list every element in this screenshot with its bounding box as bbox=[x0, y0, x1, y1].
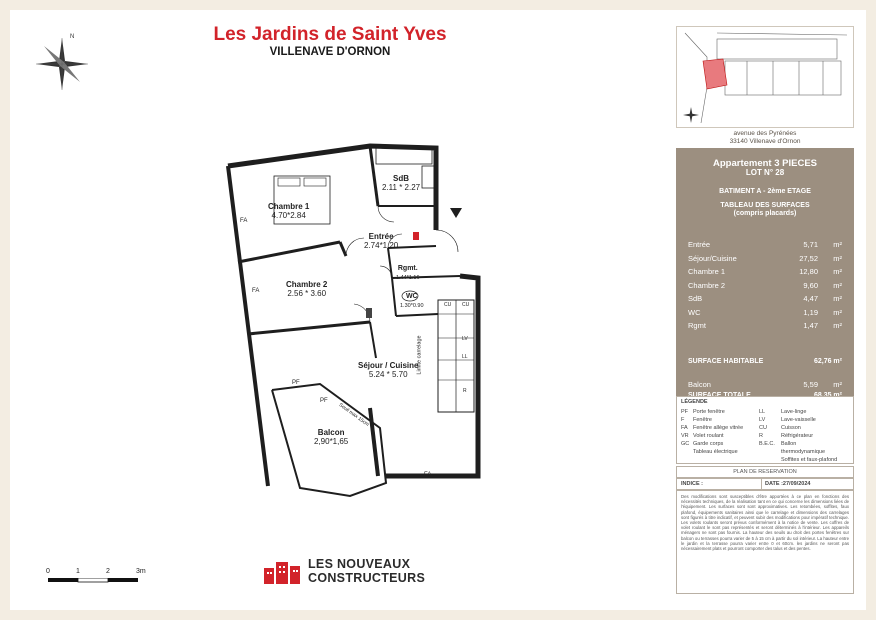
disclaimer-text: Des modifications sont susceptibles d'être apportées à ce plan en fonctions des nécessités techniques, de la réalisation tant en ce qui concerne les dimensions liées de l'équipement. Les surfaces sont sont approximatives. Les retombées, soffites, faux plafond, équipements sanitaires ainsi que le carrelage et dimensions des carrelages sont figurés à titre indicatif, et peuvent subir des modifications pour impératif technique. Les volets roulants seront prévus conformément à la notice de vente. Les coffres de volet roulant le sont pas représentés et seront déterminés à l'intérieur. Les appareils ménagers ne sont pas fournis. La hauteur des seuils au droit des portes fenêtres sur balcon ou terrasses pourra varier de 5 à 15 cm à partir du sol intérieur. La hauteur entre le jardin et la terrasse pourra varier entre 0 et 60cm. les jardins ne seront pas nécessairement plats et pourront comporter des talus et des pentes. bbox=[676, 490, 854, 594]
surface-habitable-row: SURFACE HABITABLE 62,76 m² bbox=[688, 358, 842, 365]
label-ll: LL bbox=[462, 354, 468, 360]
table-title: TABLEAU DES SURFACES (compris placards) bbox=[720, 202, 810, 217]
surface-value: 12,80 bbox=[799, 267, 818, 276]
surface-name: Entrée bbox=[688, 240, 711, 249]
room-entree: Entrée 2.74*1.20 bbox=[364, 232, 399, 250]
surface-balcon-row: Balcon 5,59 m² bbox=[688, 380, 842, 389]
label-r: R bbox=[463, 388, 467, 394]
logo-line-2: CONSTRUCTEURS bbox=[308, 571, 426, 585]
room-chambre-1: Chambre 1 4.70*2.84 bbox=[268, 202, 310, 220]
info-panel bbox=[676, 26, 854, 608]
project-city: VILLENAVE D'ORNON bbox=[269, 46, 391, 58]
logo-line-1: LES NOUVEAUX bbox=[308, 557, 411, 571]
indice-row bbox=[676, 478, 854, 490]
room-wc: WC 1.30*0.90 bbox=[400, 293, 424, 309]
surface-value: 9,60 bbox=[803, 280, 818, 290]
room-sdb: SdB 2.11 * 2.27 bbox=[382, 174, 421, 192]
legend-item: FA Fenêtre allège vitrée bbox=[681, 425, 744, 431]
address-line-1: avenue des Pyrénées bbox=[733, 130, 797, 137]
address-block bbox=[676, 130, 854, 146]
apartment-building: BATIMENT A - 2ème ETAGE bbox=[719, 188, 811, 195]
reservation-title: PLAN DE RESERVATION bbox=[676, 466, 854, 478]
legend-item: Soffites et faux-plafond bbox=[781, 457, 838, 463]
project-title: Les Jardins de Saint Yves bbox=[213, 24, 447, 45]
room-sejour-cuisine: Séjour / Cuisine 5.24 * 5.70 bbox=[358, 361, 419, 379]
legend-title: LÉGENDE bbox=[681, 399, 708, 405]
surface-row bbox=[688, 308, 844, 318]
label-seuil: Seuil max 15cm bbox=[337, 402, 370, 428]
surface-name: Chambre 2 bbox=[688, 280, 726, 290]
scale-mark-0: 0 bbox=[46, 568, 50, 575]
label-pf-1: PF bbox=[292, 380, 300, 386]
lot-highlight bbox=[703, 59, 727, 89]
legend-box bbox=[676, 396, 854, 464]
surface-row bbox=[688, 294, 844, 304]
apartment-type: Appartement 3 PIECES bbox=[713, 158, 817, 169]
legend-item: LV Lave-vaisselle bbox=[759, 417, 816, 423]
north-label: N bbox=[70, 34, 75, 40]
apartment-lot: LOT N° 28 bbox=[745, 168, 785, 177]
scale-mark-2: 2 bbox=[106, 568, 110, 575]
surface-row bbox=[688, 321, 844, 331]
surface-unit: m² bbox=[833, 267, 842, 276]
legend-item: VR Volet roulant bbox=[681, 433, 724, 439]
surface-unit: m² bbox=[833, 294, 842, 303]
legend-item: GC Garde corps bbox=[681, 441, 724, 447]
surface-name: Séjour/Cuisine bbox=[688, 253, 737, 263]
electric-panel-icon bbox=[366, 308, 372, 318]
surface-table bbox=[676, 148, 854, 418]
legend-item: B.E.C. Ballon bbox=[759, 441, 797, 447]
surface-unit: m² bbox=[833, 280, 842, 290]
scale-mark-1: 1 bbox=[76, 568, 80, 575]
label-limite-carrelage: Limite carrelage bbox=[416, 335, 423, 375]
legend-item: F Fenêtre bbox=[681, 417, 712, 423]
mini-compass-icon bbox=[683, 107, 699, 123]
project-title-block bbox=[180, 25, 480, 58]
surface-unit: m² bbox=[833, 253, 842, 263]
label-cu: CU bbox=[462, 302, 470, 308]
floor-plan bbox=[210, 138, 500, 498]
label-cu-2: CU bbox=[444, 302, 452, 308]
surface-value: 27,52 bbox=[799, 253, 818, 263]
legend-item: CU Cuisson bbox=[759, 425, 801, 431]
surface-row bbox=[688, 267, 844, 277]
surface-value: 1,19 bbox=[803, 307, 818, 317]
surface-name: SdB bbox=[688, 294, 703, 303]
surface-name: WC bbox=[688, 307, 701, 317]
wall-west bbox=[228, 166, 268, 486]
compass-rose-icon bbox=[30, 30, 94, 94]
rgmt-marker-icon bbox=[413, 232, 419, 240]
indice-label: INDICE : bbox=[681, 481, 703, 487]
surface-row bbox=[688, 240, 844, 250]
room-balcon: Balcon 2,90*1,65 bbox=[314, 428, 349, 446]
label-pf-2: PF bbox=[320, 398, 328, 404]
surface-value: 4,47 bbox=[803, 294, 818, 303]
surface-name: Chambre 1 bbox=[688, 267, 726, 276]
company-logo bbox=[262, 556, 452, 588]
label-fa-2: FA bbox=[252, 288, 260, 294]
legend-item: Tableau électrique bbox=[693, 449, 738, 455]
legend-item: LL Lave-linge bbox=[759, 409, 807, 415]
location-mini-map bbox=[676, 26, 854, 128]
scale-bar bbox=[40, 568, 160, 588]
surface-unit: m² bbox=[833, 321, 842, 330]
surface-unit: m² bbox=[833, 307, 842, 317]
scale-mark-3: 3m bbox=[136, 568, 146, 575]
legend-item: R Réfrigérateur bbox=[759, 433, 814, 439]
date-label: DATE :27/09/2024 bbox=[765, 481, 811, 487]
label-fa-3: FA bbox=[424, 472, 432, 478]
legend-item: PF Porte fenêtre bbox=[681, 409, 725, 415]
room-rgmt: Rgmt. 1.44*1.16 bbox=[396, 265, 420, 281]
surface-unit: m² bbox=[833, 240, 842, 249]
entrance-arrow-icon bbox=[450, 208, 462, 218]
surface-row bbox=[688, 254, 844, 264]
legend-item: thermodynamique bbox=[781, 449, 826, 455]
surface-name: Rgmt bbox=[688, 321, 706, 330]
label-lv: LV bbox=[462, 336, 468, 342]
surface-row bbox=[688, 281, 844, 291]
surface-value: 1,47 bbox=[803, 321, 818, 330]
label-fa-1: FA bbox=[240, 218, 248, 224]
building-logo-icon bbox=[262, 558, 304, 586]
surface-value: 5,71 bbox=[803, 240, 818, 249]
room-chambre-2: Chambre 2 2.56 * 3.60 bbox=[286, 280, 328, 298]
address-line-2: 33140 Villenave d'Ornon bbox=[729, 138, 801, 145]
